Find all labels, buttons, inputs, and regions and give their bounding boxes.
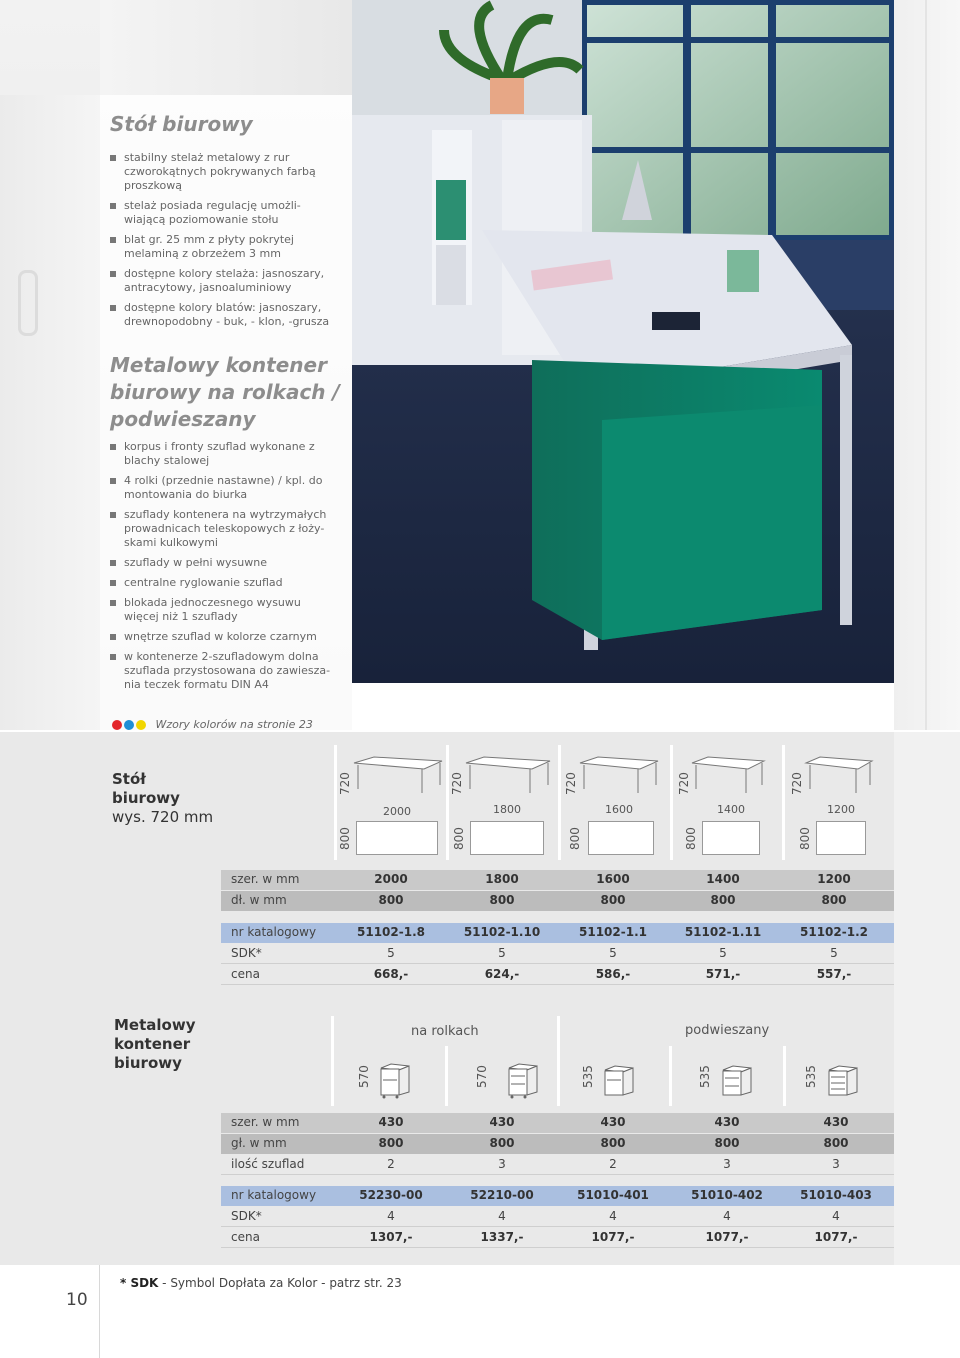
table-cell: 3 <box>723 1157 731 1171</box>
width-label: 1600 <box>605 803 633 816</box>
page-number: 10 <box>66 1290 88 1310</box>
height-label: 720 <box>564 772 578 795</box>
spec-area-right <box>894 732 960 1265</box>
table-cell: 430 <box>714 1115 740 1129</box>
table-cell: 800 <box>600 1136 626 1150</box>
row-label: szer. w mm <box>231 872 300 886</box>
table-cell: 1077,- <box>705 1230 749 1244</box>
table-row <box>221 944 894 964</box>
column-divider <box>331 1016 334 1106</box>
list-item: wnętrze szuflad w kolorze czarnym <box>110 630 335 644</box>
background-cabinet <box>0 95 100 730</box>
table-cell: 51010-401 <box>577 1188 649 1202</box>
table-cell: 800 <box>489 893 515 907</box>
table-cell: 800 <box>821 893 847 907</box>
row-label: gł. w mm <box>231 1136 287 1150</box>
table-cell: 1077,- <box>591 1230 635 1244</box>
width-label: 1800 <box>493 803 521 816</box>
desk-feature-list <box>110 151 340 335</box>
desk-drawing <box>578 755 670 795</box>
list-item: 4 rolki (przednie nastawne) / kpl. do montowania do biurka <box>110 474 335 502</box>
depth-label: 800 <box>568 827 582 850</box>
column-divider <box>334 745 337 860</box>
heading-line: Stół <box>112 770 146 788</box>
table-row <box>221 1113 894 1133</box>
table-cell: 430 <box>489 1115 515 1129</box>
footnote-term: * SDK <box>120 1276 159 1290</box>
list-item: centralne ryglowanie szuflad <box>110 576 335 590</box>
depth-label: 800 <box>338 827 352 850</box>
desk-drawing <box>464 755 556 795</box>
desk-drawing <box>804 755 894 795</box>
row-label: nr katalogowy <box>231 1188 317 1202</box>
background-cabinet-top <box>100 0 352 95</box>
list-item: szuflady kontenera na wytrzymałych prowadnicach teleskopowych z łoży-skami kulkowymi <box>110 508 335 550</box>
table-cell: 51010-403 <box>800 1188 872 1202</box>
footer-divider <box>99 1265 100 1358</box>
drawer-unit-drawing <box>825 1064 861 1098</box>
list-item: dostępne kolory stelaża: jasnoszary, antracytowy, jasnoaluminiowy <box>110 267 340 295</box>
desk-top-view <box>702 821 760 855</box>
table-cell: 800 <box>489 1136 515 1150</box>
color-note-text: Wzory kolorów na stronie 23 <box>155 718 313 731</box>
table-row <box>221 1228 894 1248</box>
table-cell: 4 <box>387 1209 395 1223</box>
table-cell: 52230-00 <box>359 1188 423 1202</box>
table-row <box>221 1134 894 1154</box>
height-label: 535 <box>581 1065 595 1088</box>
desk-diagrams <box>334 745 894 860</box>
list-item: stabilny stelaż metalowy z rur czworokątnych pokrywanych farbą proszkową <box>110 151 340 193</box>
column-divider <box>558 745 561 860</box>
table-cell: 800 <box>378 893 404 907</box>
height-label: 570 <box>357 1065 371 1088</box>
table-cell: 5 <box>498 946 506 960</box>
yellow-dot-icon <box>136 720 146 730</box>
width-label: 1200 <box>827 803 855 816</box>
table-cell: 51102-1.2 <box>800 925 868 939</box>
table-row <box>221 891 894 911</box>
table-cell: 51102-1.8 <box>357 925 425 939</box>
drawer-unit-drawing <box>719 1064 755 1098</box>
table-cell: 2000 <box>374 872 408 886</box>
row-label: SDK* <box>231 946 262 960</box>
list-item: blokada jednoczesnego wysuwu więcej niż 1 szuflady <box>110 596 335 624</box>
list-item: w kontenerze 2-szufladowym dolna szuflada przystosowana do zawiesza-nia teczek formatu DIN A4 <box>110 650 335 692</box>
table-row <box>221 870 894 890</box>
table-cell: 571,- <box>705 967 741 981</box>
table-cell: 1600 <box>596 872 630 886</box>
drawer-unit-drawing <box>377 1062 413 1100</box>
container-title: Metalowy kontener biurowy na rolkach / podwieszany <box>110 353 340 431</box>
table-row <box>221 1155 894 1175</box>
column-divider <box>782 745 785 860</box>
table-cell: 800 <box>378 1136 404 1150</box>
table-cell: 430 <box>823 1115 849 1129</box>
table-cell: 668,- <box>373 967 409 981</box>
width-label: 2000 <box>383 805 411 818</box>
desk-top-view <box>816 821 866 855</box>
table-cell: 624,- <box>484 967 520 981</box>
table-cell: 800 <box>600 893 626 907</box>
table-cell: 5 <box>387 946 395 960</box>
column-divider <box>669 1046 672 1106</box>
table-cell: 557,- <box>816 967 852 981</box>
table-row <box>221 965 894 985</box>
list-item: blat gr. 25 mm z płyty pokrytej melaminą z obrzeżem 3 mm <box>110 233 340 261</box>
width-label: 1400 <box>717 803 745 816</box>
list-item: szuflady w pełni wysuwne <box>110 556 335 570</box>
desk-table-heading <box>112 770 213 827</box>
height-label: 535 <box>698 1065 712 1088</box>
table-cell: 2 <box>387 1157 395 1171</box>
table-cell: 4 <box>723 1209 731 1223</box>
desk-top-view <box>356 821 438 855</box>
cabinet-handle <box>18 270 38 336</box>
table-cell: 1800 <box>485 872 519 886</box>
red-dot-icon <box>112 720 122 730</box>
table-row <box>221 1186 894 1206</box>
desk-top-view <box>588 821 654 855</box>
footnote-text: - Symbol Dopłata za Kolor - patrz str. 23 <box>158 1276 402 1290</box>
heading-line: biurowy <box>112 789 180 807</box>
table-cell: 800 <box>714 1136 740 1150</box>
table-row <box>221 923 894 943</box>
depth-label: 800 <box>798 827 812 850</box>
column-divider <box>557 1016 560 1106</box>
height-label: 720 <box>450 772 464 795</box>
table-row <box>221 1207 894 1227</box>
height-label: 720 <box>790 772 804 795</box>
list-item: stelaż posiada regulację umożli-wiającą poziomowanie stołu <box>110 199 340 227</box>
product-photo <box>352 0 894 683</box>
drawer-unit-drawing <box>601 1064 637 1098</box>
table-cell: 800 <box>710 893 736 907</box>
heading-line: biurowy <box>114 1054 182 1072</box>
blue-dot-icon <box>124 720 134 730</box>
table-cell: 1307,- <box>369 1230 413 1244</box>
table-cell: 1200 <box>817 872 851 886</box>
table-cell: 4 <box>609 1209 617 1223</box>
row-label: cena <box>231 967 260 981</box>
column-divider <box>446 745 449 860</box>
desk-drawing <box>352 755 444 795</box>
table-cell: 430 <box>600 1115 626 1129</box>
table-cell: 1077,- <box>814 1230 858 1244</box>
table-cell: 51102-1.11 <box>684 925 762 939</box>
table-cell: 3 <box>498 1157 506 1171</box>
table-cell: 2 <box>609 1157 617 1171</box>
group-label-rolling: na rolkach <box>411 1024 479 1039</box>
row-label: SDK* <box>231 1209 262 1223</box>
table-cell: 586,- <box>595 967 631 981</box>
table-cell: 430 <box>378 1115 404 1129</box>
row-label: szer. w mm <box>231 1115 300 1129</box>
desk-drawing <box>690 755 782 795</box>
table-cell: 800 <box>823 1136 849 1150</box>
table-cell: 1337,- <box>480 1230 524 1244</box>
height-label: 535 <box>804 1065 818 1088</box>
desk-top-view <box>470 821 544 855</box>
table-cell: 4 <box>498 1209 506 1223</box>
row-label: cena <box>231 1230 260 1244</box>
height-label: 570 <box>475 1065 489 1088</box>
column-divider <box>783 1046 786 1106</box>
column-divider <box>670 745 673 860</box>
list-item: dostępne kolory blatów: jasnoszary, drewnopodobny - buk, - klon, -grusza <box>110 301 340 329</box>
depth-label: 800 <box>452 827 466 850</box>
table-cell: 51102-1.10 <box>463 925 541 939</box>
list-item: korpus i fronty szuflad wykonane z blachy stalowej <box>110 440 335 468</box>
depth-label: 800 <box>684 827 698 850</box>
column-divider <box>445 1046 448 1106</box>
table-cell: 52210-00 <box>470 1188 534 1202</box>
drawer-unit-drawing <box>505 1062 541 1100</box>
color-note <box>112 718 313 731</box>
container-diagrams <box>331 1016 894 1106</box>
table-cell: 5 <box>719 946 727 960</box>
product-photo-illustration <box>352 0 894 683</box>
background-right-line <box>925 0 927 730</box>
height-label: 720 <box>338 772 352 795</box>
footnote <box>120 1276 402 1290</box>
height-label: 720 <box>677 772 691 795</box>
row-label: nr katalogowy <box>231 925 317 939</box>
table-cell: 5 <box>609 946 617 960</box>
heading-line: Metalowy <box>114 1016 196 1034</box>
table-cell: 3 <box>832 1157 840 1171</box>
background-right <box>894 0 960 730</box>
table-cell: 1400 <box>706 872 740 886</box>
desk-title: Stół biurowy <box>110 112 253 136</box>
container-feature-list <box>110 440 335 698</box>
table-cell: 51102-1.1 <box>579 925 647 939</box>
heading-line: kontener <box>114 1035 191 1053</box>
group-label-hanging: podwieszany <box>685 1023 770 1038</box>
table-cell: 4 <box>832 1209 840 1223</box>
table-cell: 51010-402 <box>691 1188 763 1202</box>
heading-line: wys. 720 mm <box>112 808 214 826</box>
row-label: ilość szuflad <box>231 1157 305 1171</box>
table-cell: 5 <box>830 946 838 960</box>
row-label: dł. w mm <box>231 893 287 907</box>
container-table-heading <box>114 1016 195 1073</box>
